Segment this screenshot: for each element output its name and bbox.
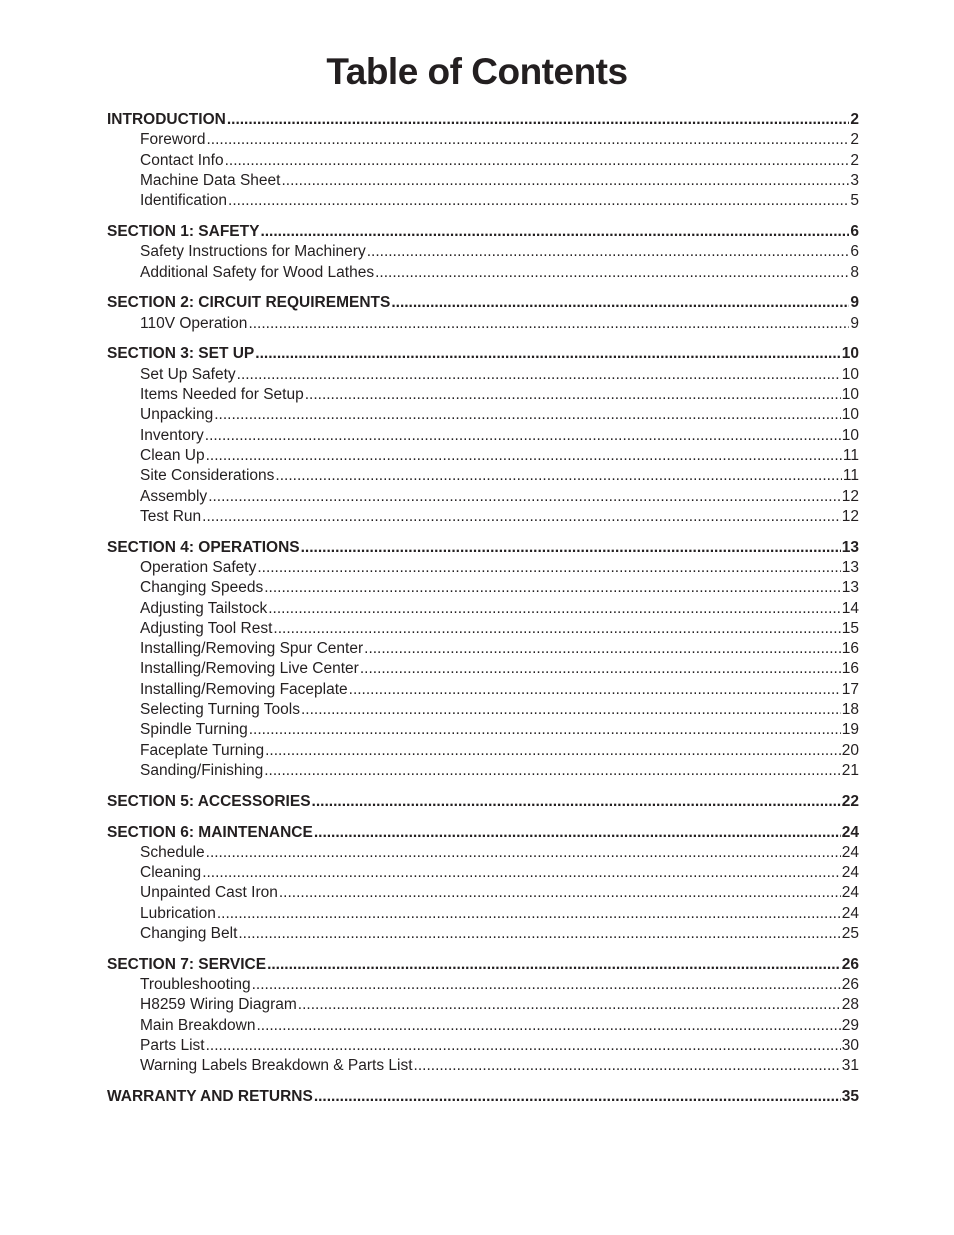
toc-page-number: 13	[841, 579, 859, 597]
dot-leader	[273, 619, 840, 639]
toc-section	[107, 538, 859, 782]
dot-leader	[205, 426, 841, 446]
toc-entry[interactable]	[107, 242, 859, 262]
dot-leader	[298, 995, 841, 1015]
toc-entry[interactable]	[107, 863, 859, 883]
toc-entry-label: Contact Info	[140, 151, 224, 169]
toc-entry[interactable]	[107, 761, 859, 781]
dot-leader	[265, 741, 841, 761]
dot-leader	[202, 863, 841, 883]
dot-leader	[202, 507, 841, 527]
toc-entry-label: Warning Labels Breakdown & Parts List	[140, 1057, 413, 1075]
toc-section	[107, 823, 859, 945]
toc-entry-label: H8259 Wiring Diagram	[140, 996, 297, 1014]
toc-entry[interactable]	[107, 720, 859, 740]
toc-page-number: 9	[850, 294, 859, 312]
toc-entry-label: Operation Safety	[140, 558, 257, 576]
toc-entry-label: Foreword	[140, 131, 206, 149]
dot-leader	[301, 538, 841, 558]
toc-section-heading[interactable]	[107, 538, 859, 558]
toc-entry[interactable]	[107, 426, 859, 446]
toc-page-number: 15	[841, 619, 859, 637]
toc-entry-label: Spindle Turning	[140, 721, 248, 739]
toc-entry[interactable]	[107, 466, 859, 486]
toc-page-number: 22	[841, 792, 859, 810]
toc-entry[interactable]	[107, 904, 859, 924]
toc-entry[interactable]	[107, 924, 859, 944]
toc-page-number: 8	[850, 263, 859, 281]
toc-entry[interactable]	[107, 975, 859, 995]
toc-entry-label: Adjusting Tool Rest	[140, 619, 273, 637]
toc-section-heading[interactable]	[107, 293, 859, 313]
dot-leader	[301, 700, 841, 720]
dot-leader	[208, 487, 841, 507]
toc-section	[107, 293, 859, 334]
toc-entry[interactable]	[107, 619, 859, 639]
toc-entry[interactable]	[107, 995, 859, 1015]
toc-page-number: 14	[841, 599, 859, 617]
toc-page-number: 30	[841, 1036, 859, 1054]
toc-entry[interactable]	[107, 507, 859, 527]
toc-section-heading[interactable]	[107, 110, 859, 130]
dot-leader	[255, 344, 840, 364]
toc-page-number: 35	[841, 1088, 859, 1106]
toc-section	[107, 792, 859, 812]
dot-leader	[275, 466, 841, 486]
dot-leader	[217, 904, 841, 924]
toc-page-number: 10	[841, 365, 859, 383]
toc-page-number: 16	[841, 660, 859, 678]
toc-entry-label: Installing/Removing Spur Center	[140, 640, 364, 658]
toc-page-number: 2	[850, 131, 859, 149]
toc-entry-label: Machine Data Sheet	[140, 171, 281, 189]
toc-page-number: 9	[850, 314, 859, 332]
toc-entry-label: Changing Belt	[140, 924, 238, 942]
toc-entry-label: Sanding/Finishing	[140, 761, 264, 779]
toc-page-number: 2	[850, 151, 859, 169]
toc-entry-label: SECTION 3: SET UP	[107, 345, 255, 363]
dot-leader	[414, 1056, 841, 1076]
page-title: Table of Contents	[326, 51, 628, 92]
toc-page-number: 18	[841, 701, 859, 719]
dot-leader	[256, 1016, 840, 1036]
toc-page-number: 31	[841, 1057, 859, 1075]
dot-leader	[314, 1087, 841, 1107]
toc-section-heading[interactable]	[107, 823, 859, 843]
toc-page-number: 25	[841, 924, 859, 942]
toc-page-number: 24	[841, 904, 859, 922]
toc-entry[interactable]	[107, 741, 859, 761]
toc-entry[interactable]	[107, 1036, 859, 1056]
dot-leader	[252, 975, 841, 995]
toc-entry-label: Selecting Turning Tools	[140, 701, 300, 719]
toc-section-heading[interactable]	[107, 222, 859, 242]
toc-section-heading[interactable]	[107, 1087, 859, 1107]
toc-entry-label: INTRODUCTION	[107, 111, 226, 128]
toc-entry[interactable]	[107, 487, 859, 507]
toc-section	[107, 955, 859, 1077]
toc-entry-label: Additional Safety for Wood Lathes	[140, 263, 375, 281]
toc-page-number: 21	[841, 761, 859, 779]
dot-leader	[228, 191, 849, 211]
toc-entry-label: Installing/Removing Faceplate	[140, 680, 348, 698]
toc-page-number: 26	[841, 955, 859, 973]
toc-entry[interactable]	[107, 680, 859, 700]
toc-entry-label: Identification	[140, 192, 228, 210]
dot-leader	[349, 680, 841, 700]
toc-page-number: 17	[841, 680, 859, 698]
dot-leader	[214, 405, 841, 425]
toc-entry[interactable]	[107, 558, 859, 578]
toc-entry-label: WARRANTY AND RETURNS	[107, 1088, 313, 1106]
toc-entry-label: Parts List	[140, 1036, 205, 1054]
toc-entry-label: Test Run	[140, 507, 202, 525]
toc-entry[interactable]	[107, 191, 859, 211]
toc-page-number: 12	[841, 487, 859, 505]
toc-entry[interactable]	[107, 151, 859, 171]
toc-page-number: 24	[841, 864, 859, 882]
dot-leader	[237, 365, 841, 385]
toc-entry-label: Cleaning	[140, 864, 202, 882]
toc-entry[interactable]	[107, 365, 859, 385]
toc-section	[107, 1087, 859, 1107]
toc-entry[interactable]	[107, 263, 859, 283]
dot-leader	[391, 293, 849, 313]
toc-page-number: 20	[841, 741, 859, 759]
dot-leader	[281, 171, 849, 191]
toc-entry[interactable]	[107, 1016, 859, 1036]
dot-leader	[206, 446, 842, 466]
toc-section	[107, 222, 859, 283]
toc-entry[interactable]	[107, 405, 859, 425]
toc-entry-label: Schedule	[140, 843, 205, 861]
toc-entry[interactable]	[107, 843, 859, 863]
toc-page-number: 11	[842, 467, 859, 485]
toc-entry[interactable]	[107, 446, 859, 466]
toc-page-number: 6	[850, 243, 859, 261]
dot-leader	[206, 843, 841, 863]
toc-page-number: 10	[841, 345, 859, 363]
dot-leader	[279, 883, 841, 903]
toc-section-heading[interactable]	[107, 344, 859, 364]
toc-page-number: 24	[841, 823, 859, 841]
table-of-contents	[107, 110, 859, 1118]
toc-entry-label: Set Up Safety	[140, 365, 236, 383]
toc-entry[interactable]	[107, 130, 859, 150]
toc-entry-label: Unpacking	[140, 406, 214, 424]
dot-leader	[248, 314, 849, 334]
toc-entry[interactable]	[107, 1056, 859, 1076]
toc-page-number: 5	[850, 192, 859, 210]
toc-entry-label: Installing/Removing Live Center	[140, 660, 359, 678]
toc-entry-label: Items Needed for Setup	[140, 386, 304, 404]
toc-page-number: 11	[842, 446, 859, 464]
dot-leader	[360, 659, 841, 679]
toc-entry[interactable]	[107, 883, 859, 903]
dot-leader	[206, 130, 849, 150]
toc-entry-label: Site Considerations	[140, 467, 275, 485]
toc-entry[interactable]	[107, 314, 859, 334]
dot-leader	[260, 222, 849, 242]
dot-leader	[312, 792, 841, 812]
toc-entry[interactable]	[107, 659, 859, 679]
toc-entry-label: Inventory	[140, 426, 204, 444]
toc-page-number: 3	[850, 171, 859, 189]
toc-entry-label: SECTION 2: CIRCUIT REQUIREMENTS	[107, 294, 391, 312]
toc-entry[interactable]	[107, 171, 859, 191]
toc-entry-label: SECTION 1: SAFETY	[107, 222, 260, 240]
toc-page-number: 24	[841, 843, 859, 861]
toc-section	[107, 344, 859, 527]
toc-entry-label: Troubleshooting	[140, 976, 251, 994]
dot-leader	[238, 924, 840, 944]
toc-entry-label: SECTION 7: SERVICE	[107, 955, 267, 973]
toc-entry-label: SECTION 6: MAINTENANCE	[107, 823, 313, 841]
toc-page-number: 28	[841, 996, 859, 1014]
toc-entry[interactable]	[107, 578, 859, 598]
toc-entry-label: Changing Speeds	[140, 579, 264, 597]
toc-page-number: 6	[850, 222, 859, 240]
toc-entry-label: Lubrication	[140, 904, 216, 922]
toc-page-number: 2	[850, 111, 859, 128]
toc-entry-label: Clean Up	[140, 446, 205, 464]
toc-entry[interactable]	[107, 385, 859, 405]
dot-leader	[264, 578, 841, 598]
toc-entry-label: Adjusting Tailstock	[140, 599, 268, 617]
toc-entry-label: SECTION 5: ACCESSORIES	[107, 792, 311, 810]
toc-page-number: 16	[841, 640, 859, 658]
toc-page-number: 10	[841, 426, 859, 444]
dot-leader	[268, 599, 841, 619]
toc-page-number: 10	[841, 406, 859, 424]
dot-leader	[264, 761, 841, 781]
toc-entry[interactable]	[107, 700, 859, 720]
toc-entry[interactable]	[107, 639, 859, 659]
dot-leader	[305, 385, 841, 405]
toc-entry-label: SECTION 4: OPERATIONS	[107, 538, 300, 556]
dot-leader	[227, 110, 850, 130]
toc-entry-label: Assembly	[140, 487, 208, 505]
dot-leader	[314, 823, 841, 843]
dot-leader	[249, 720, 841, 740]
toc-page-number: 12	[841, 507, 859, 525]
toc-page-number: 13	[841, 538, 859, 556]
toc-section-heading[interactable]	[107, 792, 859, 812]
toc-entry-label: 110V Operation	[140, 314, 248, 332]
dot-leader	[367, 242, 850, 262]
toc-entry-label: Main Breakdown	[140, 1016, 256, 1034]
toc-entry[interactable]	[107, 599, 859, 619]
toc-page-number: 10	[841, 386, 859, 404]
toc-entry-label: Unpainted Cast Iron	[140, 884, 278, 902]
toc-entry-label: Faceplate Turning	[140, 741, 265, 759]
toc-entry-label: Safety Instructions for Machinery	[140, 243, 366, 261]
toc-page-number: 29	[841, 1016, 859, 1034]
toc-page-number: 26	[841, 976, 859, 994]
dot-leader	[267, 955, 841, 975]
toc-section-heading[interactable]	[107, 955, 859, 975]
toc-page-number: 19	[841, 721, 859, 739]
dot-leader	[225, 151, 850, 171]
toc-page-number: 24	[841, 884, 859, 902]
dot-leader	[257, 558, 840, 578]
toc-section	[107, 110, 859, 211]
dot-leader	[375, 263, 849, 283]
toc-page-number: 13	[841, 558, 859, 576]
dot-leader	[364, 639, 841, 659]
dot-leader	[206, 1036, 841, 1056]
